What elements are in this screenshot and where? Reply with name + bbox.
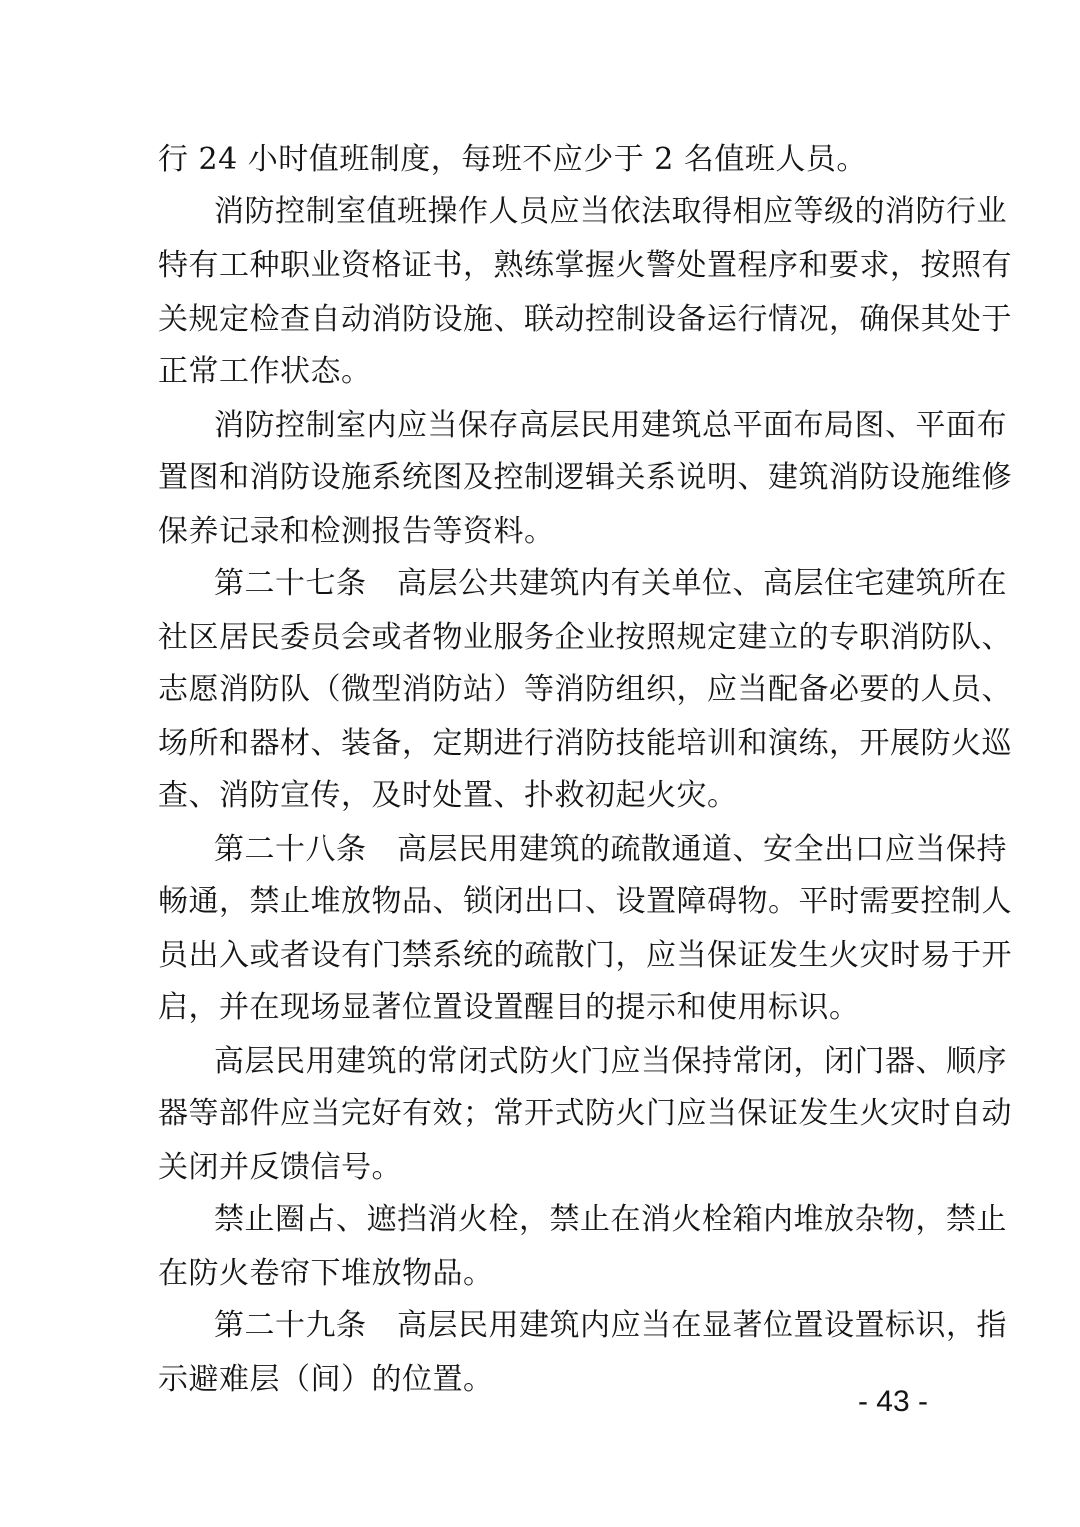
paragraph-line: 器等部件应当完好有效；常开式防火门应当保证发生火灾时自动 <box>158 1096 1012 1131</box>
paragraph-line: 畅通，禁止堆放物品、锁闭出口、设置障碍物。平时需要控制人 <box>158 884 1012 919</box>
paragraph-line: 关规定检查自动消防设施、联动控制设备运行情况，确保其处于 <box>158 302 1012 337</box>
paragraph-line: 在防火卷帘下堆放物品。 <box>158 1256 494 1291</box>
paragraph-line: 消防控制室值班操作人员应当依法取得相应等级的消防行业 <box>214 194 1007 229</box>
paragraph-line: 场所和器材、装备，定期进行消防技能培训和演练，开展防火巡 <box>158 726 1012 761</box>
paragraph-line: 示避难层（间）的位置。 <box>158 1362 494 1397</box>
article-heading-line: 第二十八条 高层民用建筑的疏散通道、安全出口应当保持 <box>214 832 1007 867</box>
article-heading-line: 第二十七条 高层公共建筑内有关单位、高层住宅建筑所在 <box>214 566 1007 601</box>
paragraph-line: 查、消防宣传，及时处置、扑救初起火灾。 <box>158 778 738 813</box>
article-heading-line: 第二十九条 高层民用建筑内应当在显著位置设置标识，指 <box>214 1308 1007 1343</box>
page-number: - 43 - <box>857 1385 928 1418</box>
paragraph-line: 志愿消防队（微型消防站）等消防组织，应当配备必要的人员、 <box>158 672 1012 707</box>
paragraph-line: 社区居民委员会或者物业服务企业按照规定建立的专职消防队、 <box>158 620 1012 655</box>
paragraph-line: 高层民用建筑的常闭式防火门应当保持常闭，闭门器、顺序 <box>214 1044 1007 1079</box>
paragraph-line: 正常工作状态。 <box>158 354 372 389</box>
paragraph-line: 行 24 小时值班制度，每班不应少于 2 名值班人员。 <box>158 142 867 177</box>
paragraph-line: 消防控制室内应当保存高层民用建筑总平面布局图、平面布 <box>214 408 1007 443</box>
paragraph-line: 特有工种职业资格证书，熟练掌握火警处置程序和要求，按照有 <box>158 248 1012 283</box>
paragraph-line: 置图和消防设施系统图及控制逻辑关系说明、建筑消防设施维修 <box>158 460 1012 495</box>
paragraph-line: 启，并在现场显著位置设置醒目的提示和使用标识。 <box>158 990 860 1025</box>
paragraph-line: 员出入或者设有门禁系统的疏散门，应当保证发生火灾时易于开 <box>158 938 1012 973</box>
paragraph-line: 禁止圈占、遮挡消火栓，禁止在消火栓箱内堆放杂物，禁止 <box>214 1202 1007 1237</box>
paragraph-line: 保养记录和检测报告等资料。 <box>158 514 555 549</box>
paragraph-line: 关闭并反馈信号。 <box>158 1150 402 1185</box>
